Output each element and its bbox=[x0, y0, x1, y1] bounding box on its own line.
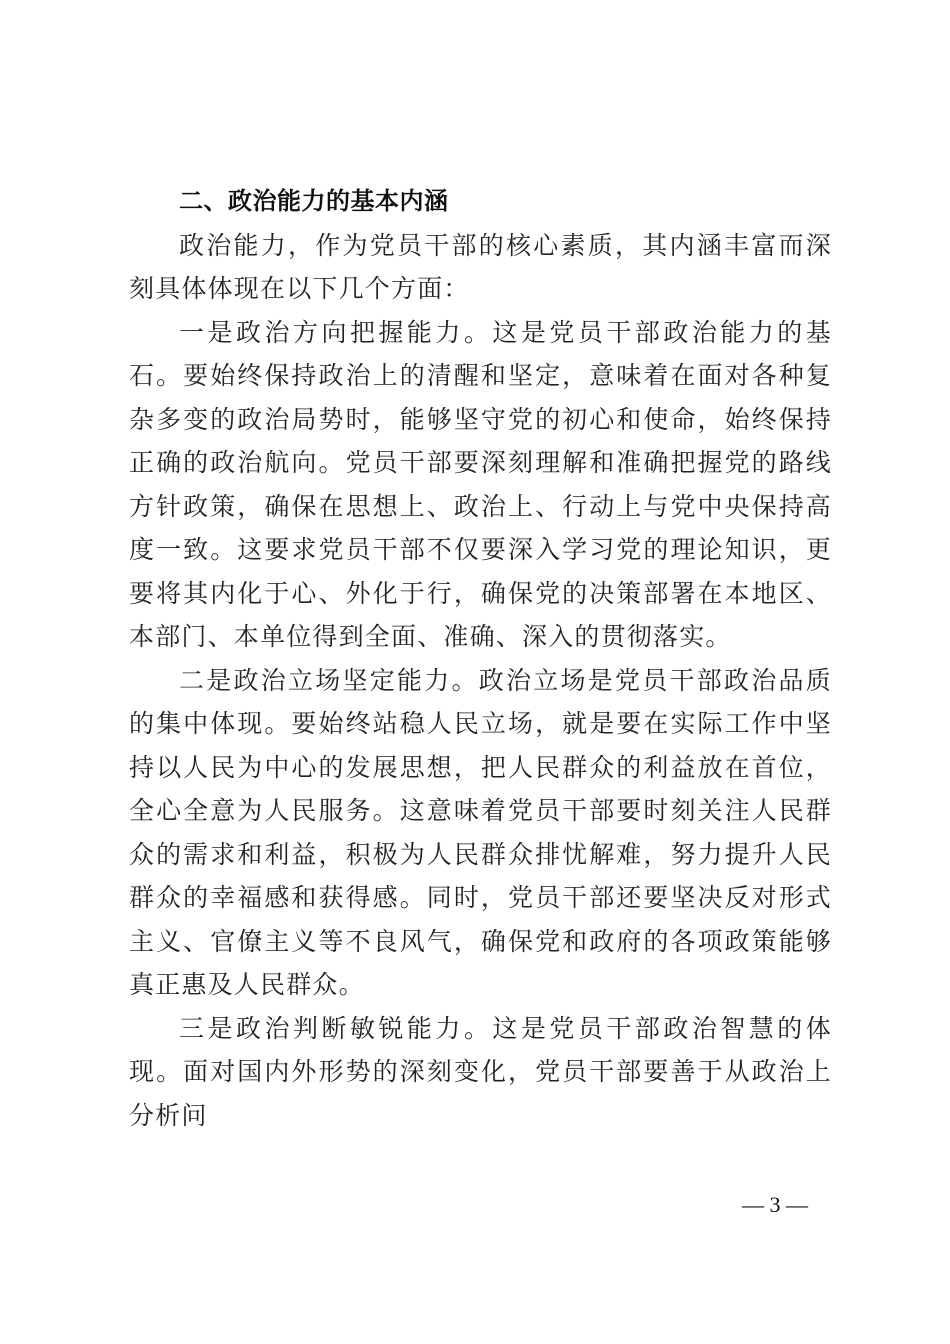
body-text bbox=[129, 180, 832, 1137]
section-heading: 二、政治能力的基本内涵 bbox=[179, 187, 449, 215]
paragraph-intro: 政治能力，作为党员干部的核心素质，其内涵丰富而深刻具体体现在以下几个方面： bbox=[129, 230, 832, 303]
paragraph-direction: 一是政治方向把握能力。这是党员干部政治能力的基石。要始终保持政治上的清醒和坚定，意味着在面对各种复杂多变的政治局势时，能够坚守党的初心和使命，始终保持正确的政治航向。党员干部要深刻理解和准确把握党的路线方针政策，确保在思想上、政治上、行动上与党中央保持高度一致。这要求党员干部不仅要深入学习党的理论知识，更要将其内化于心、外化于行，确保党的决策部署在本地区、本部门、本单位得到全面、准确、深入的贯彻落实。 bbox=[129, 317, 832, 651]
paragraph-judgement: 三是政治判断敏锐能力。这是党员干部政治智慧的体现。面对国内外形势的深刻变化，党员干部要善于从政治上分析问 bbox=[129, 1013, 832, 1130]
page-number: — 3 — bbox=[742, 1192, 808, 1217]
paragraph-stance: 二是政治立场坚定能力。政治立场是党员干部政治品质的集中体现。要始终站稳人民立场，就是要在实际工作中坚持以人民为中心的发展思想，把人民群众的利益放在首位，全心全意为人民服务。这意味着党员干部要时刻关注人民群众的需求和利益，积极为人民群众排忧解难，努力提升人民群众的幸福感和获得感。同时，党员干部还要坚决反对形式主义、官僚主义等不良风气，确保党和政府的各项政策能够真正惠及人民群众。 bbox=[129, 665, 832, 999]
